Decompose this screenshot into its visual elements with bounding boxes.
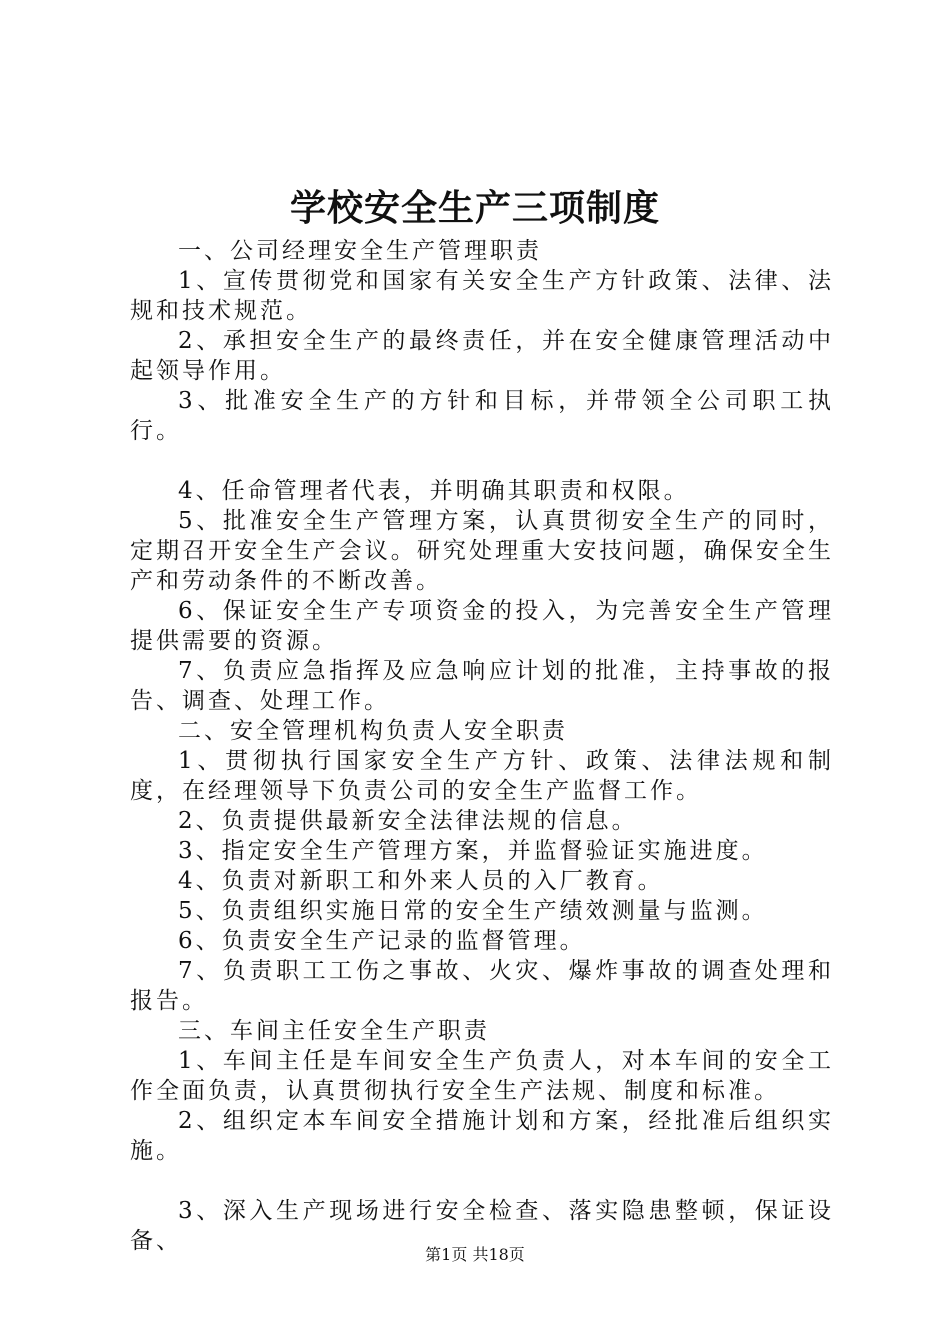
paragraph: 3、指定安全生产管理方案，并监督验证实施进度。 <box>178 838 768 864</box>
document-title: 学校安全生产三项制度 <box>289 187 660 229</box>
document-body <box>130 236 834 1256</box>
paragraph: 6、保证安全生产专项资金的投入，为完善安全生产管理提供需要的资源。 <box>130 598 834 654</box>
paragraph-spacer <box>130 1166 834 1196</box>
paragraph: 4、负责对新职工和外来人员的入厂教育。 <box>178 868 664 894</box>
section-heading-3: 三、车间主任安全生产职责 <box>178 1018 490 1044</box>
paragraph: 6、负责安全生产记录的监督管理。 <box>178 928 586 954</box>
page-number-footer: 第1页 共18页 <box>425 1245 525 1264</box>
section-heading-2: 二、安全管理机构负责人安全职责 <box>178 718 568 744</box>
paragraph: 3、深入生产现场进行安全检查、落实隐患整顿，保证设备、 <box>130 1198 834 1254</box>
paragraph: 2、负责提供最新安全法律法规的信息。 <box>178 808 638 834</box>
paragraph: 1、车间主任是车间安全生产负责人，对本车间的安全工作全面负责，认真贯彻执行安全生产法规、制度和标准。 <box>130 1048 834 1104</box>
paragraph: 1、宣传贯彻党和国家有关安全生产方针政策、法律、法规和技术规范。 <box>130 268 834 324</box>
paragraph: 5、批准安全生产管理方案，认真贯彻安全生产的同时，定期召开安全生产会议。研究处理重大安技问题，确保安全生产和劳动条件的不断改善。 <box>130 508 834 594</box>
paragraph: 4、任命管理者代表，并明确其职责和权限。 <box>178 478 690 504</box>
paragraph: 7、负责应急指挥及应急响应计划的批准，主持事故的报告、调查、处理工作。 <box>130 658 834 714</box>
paragraph: 5、负责组织实施日常的安全生产绩效测量与监测。 <box>178 898 768 924</box>
paragraph: 7、负责职工工伤之事故、火灾、爆炸事故的调查处理和报告。 <box>130 958 834 1014</box>
section-heading-1: 一、公司经理安全生产管理职责 <box>178 238 542 264</box>
paragraph-spacer <box>130 446 834 476</box>
paragraph: 2、组织定本车间安全措施计划和方案，经批准后组织实施。 <box>130 1108 834 1164</box>
paragraph: 2、承担安全生产的最终责任，并在安全健康管理活动中起领导作用。 <box>130 328 834 384</box>
paragraph: 1、贯彻执行国家安全生产方针、政策、法律法规和制度，在经理领导下负责公司的安全生产监督工作。 <box>130 748 834 804</box>
paragraph: 3、批准安全生产的方针和目标，并带领全公司职工执行。 <box>130 388 834 444</box>
